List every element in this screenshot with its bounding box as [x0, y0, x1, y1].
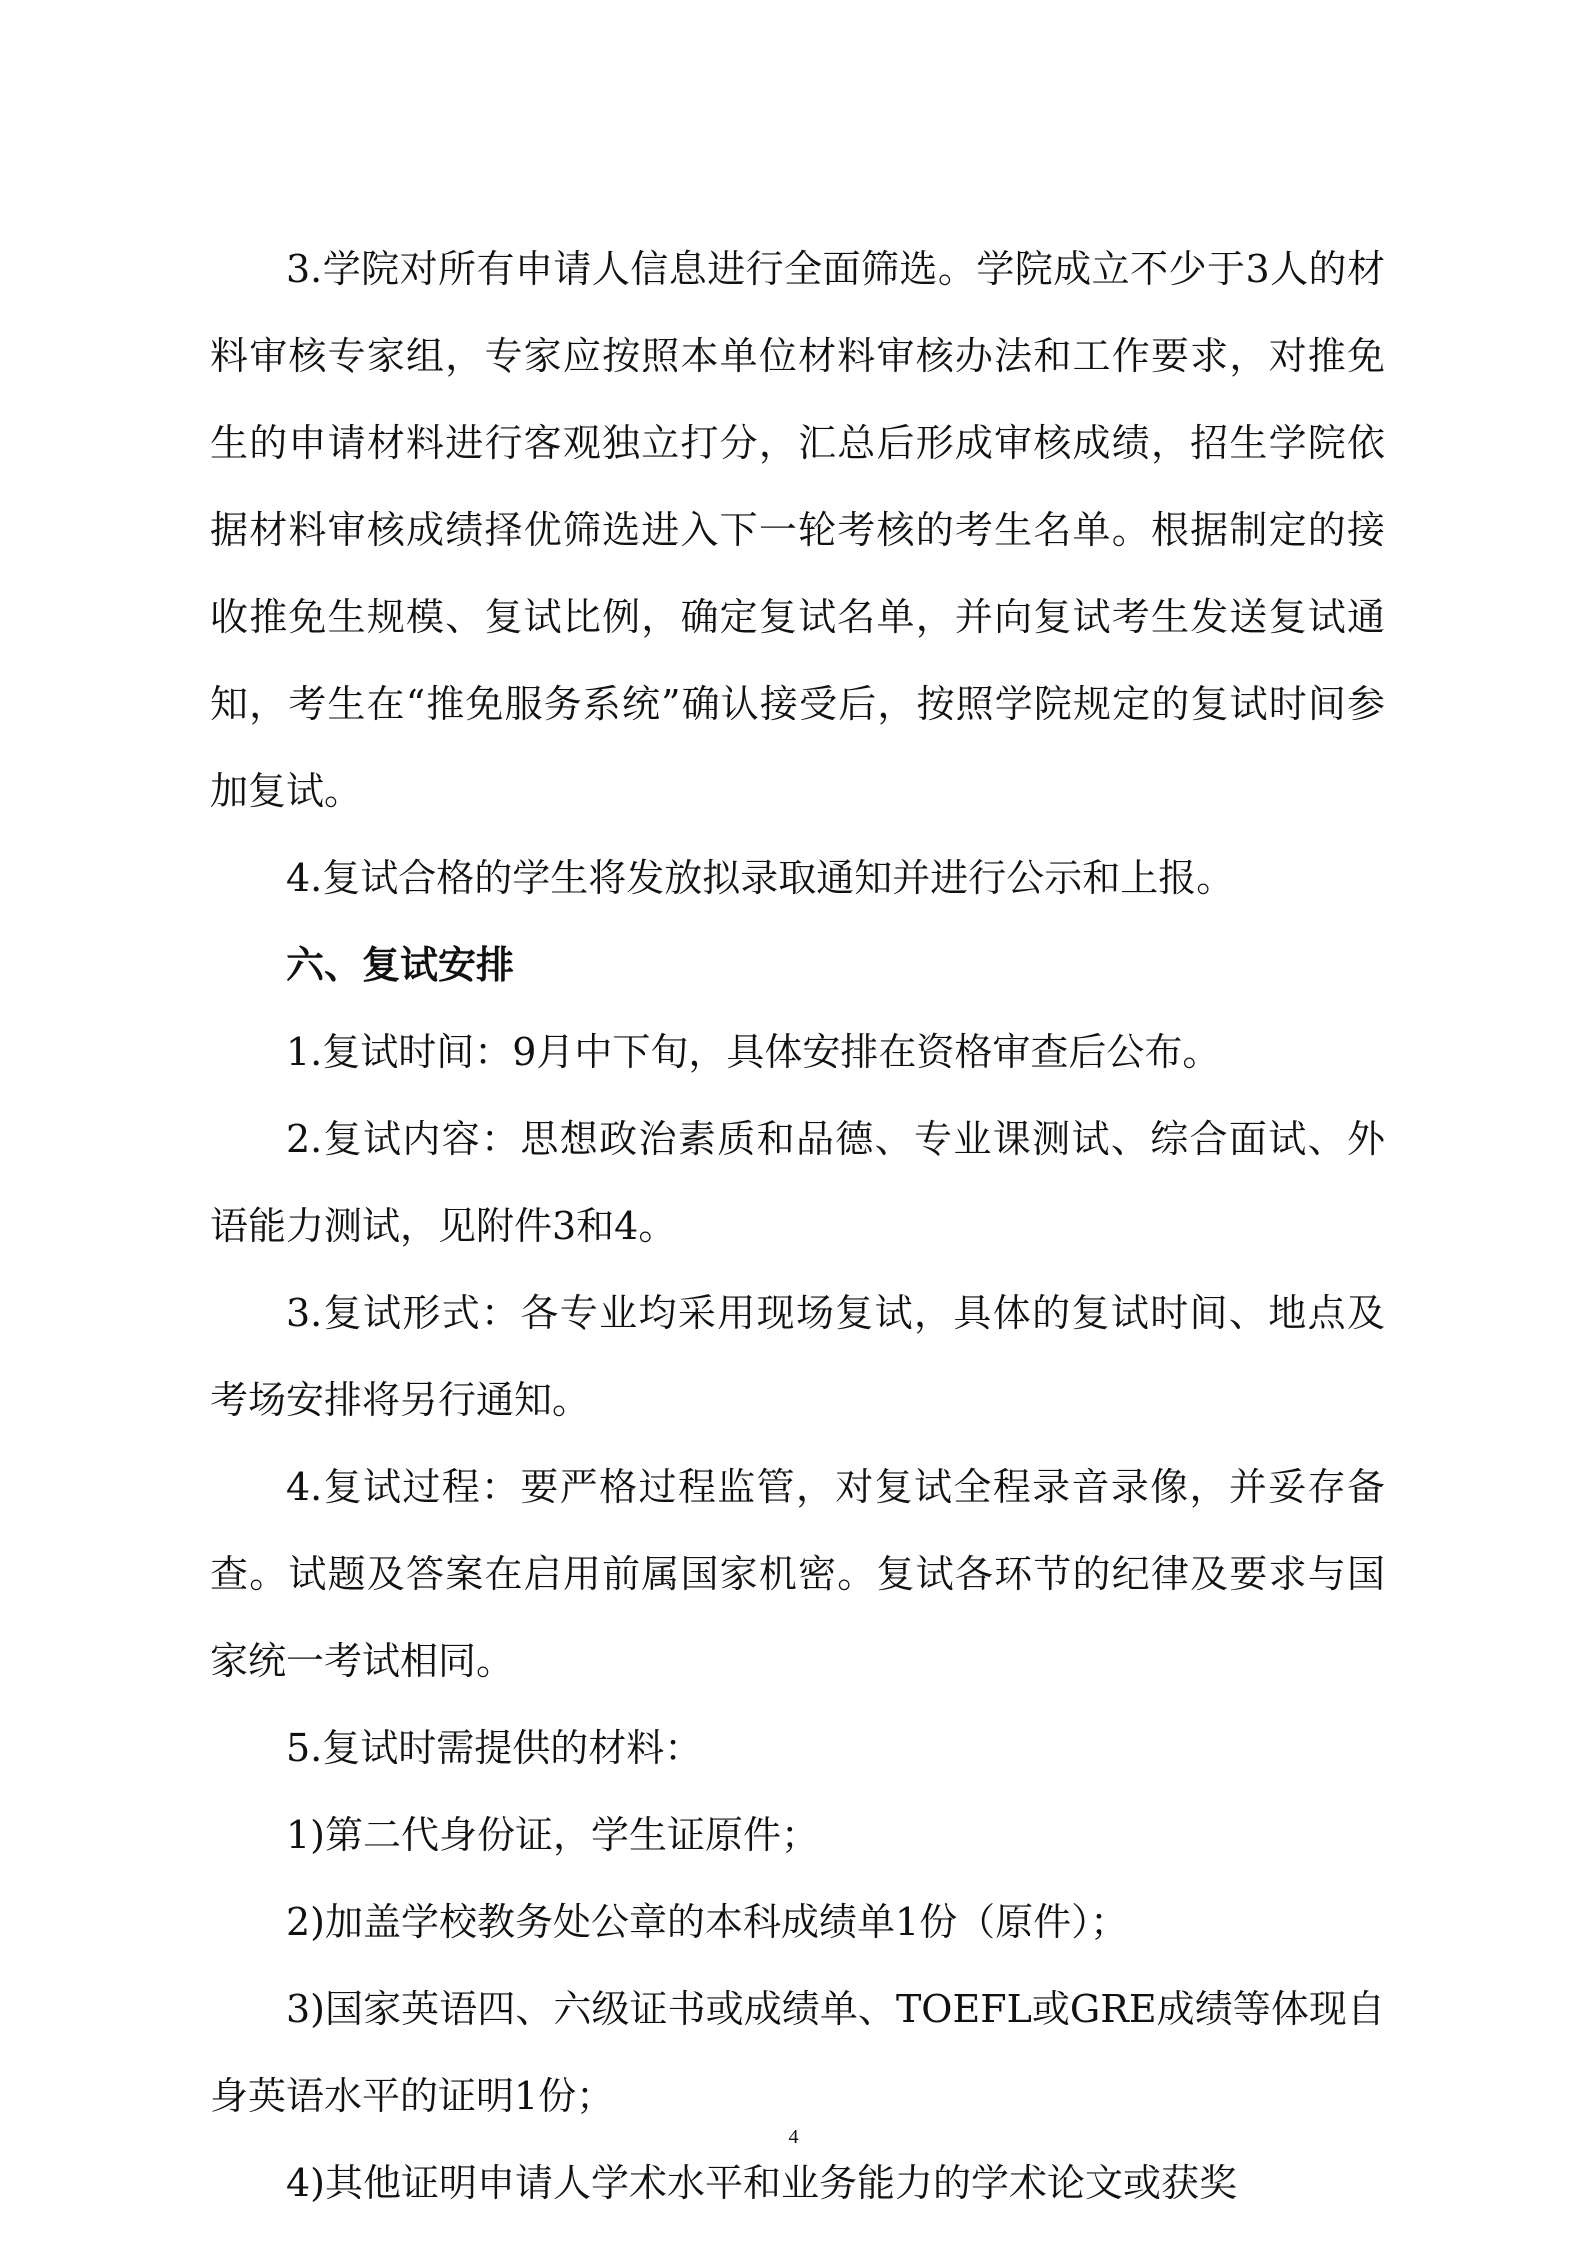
page-number: 4 — [788, 2126, 799, 2148]
paragraph-required-materials: 5.复试时需提供的材料： — [286, 1726, 703, 1770]
paragraph-review-process: 3.学院对所有申请人信息进行全面筛选。学院成立不少于3人的材料审核专家组，专家应按照本单位材料审核办法和工作要求，对推免生的申请材料进行客观独立打分，汇总后形成审核成绩，招生学院依据材料审核成绩择优筛选进入下一轮考核的考生名单。根据制定的接收推免生规模、复试比例，确定复试名单，并向复试考生发送复试通知，考生在“推免服务系统”确认接受后，按照学院规定的复试时间参加复试。 — [210, 247, 1385, 813]
paragraph-retest-process: 4.复试过程：要严格过程监管，对复试全程录音录像，并妥存备查。试题及答案在启用前属国家机密。复试各环节的纪律及要求与国家统一考试相同。 — [210, 1465, 1385, 1683]
paragraph-retest-time: 1.复试时间：9月中下旬，具体安排在资格审查后公布。 — [286, 1030, 1221, 1074]
list-item-other-proof: 4)其他证明申请人学术水平和业务能力的学术论文或获奖 — [286, 2161, 1238, 2205]
list-item-transcript: 2)加盖学校教务处公章的本科成绩单1份（原件）； — [286, 1900, 1129, 1944]
list-item-english-proof: 3)国家英语四、六级证书或成绩单、TOEFL或GRE成绩等体现自身英语水平的证明1份； — [210, 1987, 1385, 2118]
paragraph-retest-format: 3.复试形式：各专业均采用现场复试，具体的复试时间、地点及考场安排将另行通知。 — [210, 1291, 1385, 1422]
paragraph-admission-notice: 4.复试合格的学生将发放拟录取通知并进行公示和上报。 — [286, 856, 1235, 900]
paragraph-retest-content: 2.复试内容：思想政治素质和品德、专业课测试、综合面试、外语能力测试，见附件3和4。 — [210, 1117, 1385, 1248]
section-heading-retest-arrangement: 六、复试安排 — [286, 943, 515, 987]
document-body — [210, 226, 1385, 2227]
list-item-id-card: 1)第二代身份证，学生证原件； — [286, 1813, 820, 1857]
